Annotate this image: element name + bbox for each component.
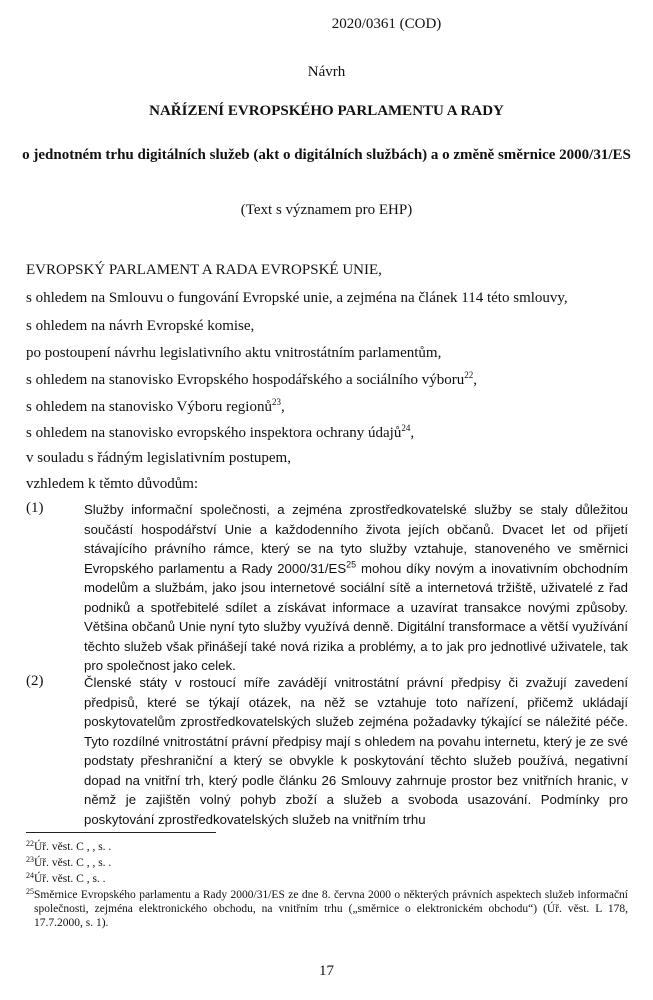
preamble-ecosoc: s ohledem na stanovisko Evropského hospodářského a sociálního výboru$^{22}$, [26,370,478,388]
document-subtitle: o jednotném trhu digitálních služeb (akt o digitálních službách) a o změně směrnice 2000/31/ES [22,147,631,163]
preamble-commission-proposal: s ohledem na návrh Evropské komise, [26,318,255,334]
document-reference: 2020/0361 (COD) [331,16,442,32]
footnote-ref-25[interactable]: 25 [346,559,357,570]
footnote-separator [26,832,216,833]
preamble-treaty: s ohledem na Smlouvu o fungování Evropské unie, a zejména na článek 114 této smlouvy, [26,290,568,306]
preamble-regions-committee: s ohledem na stanovisko Výboru regionů$^{23}$, [26,397,285,415]
footnote-ref-22[interactable]: 22 [464,370,474,380]
document-title: NAŘÍZENÍ EVROPSKÉHO PARLAMENTU A RADY [149,103,504,119]
recital-text: Služby informační společnosti, a zejména zprostředkovatelské služby se staly důležitou součástí hospodářství Unie a každodenního života jejích občanů. Dvacet let od přijetí stávajícího právního rámce, který se na tyto služby vztahuje, stanoveného ve směrnici Evropského parlamentu a Rady 2000/31/ES$^{25}$ mohou díky novým a inovativním obchodním modelům a službám, jako jsou internetové sociální sítě a internetová tržiště, uživatelé z řad podniků a spotřebitelé sdílet a získávat informace a uzavírat transakce novými způsoby. Většina občanů Unie nyní tyto služby využívá denně. Digitální transformace a větší využívání těchto služeb však přinášejí také nová rizika a problémy, a to jak pro jednotlivé uživatele, tak pro společnost jako celek. [84,502,628,673]
recital-number: (1) [26,500,44,516]
recital-text: Členské státy v rostoucí míře zavádějí vnitrostátní právní předpisy či zvažují zavedení předpisů, které se týkají otázek, na něž se vztahuje toto nařízení, přičemž ukládají poskytovatelům zprostředkovatelských služeb zejména požadavky týkající se náležité péče. Tyto rozdílné vnitrostátní právní předpisy mají s ohledem na povahu internetu, který je ze své podstaty přeshraniční a který se obvykle k poskytování těchto služeb používá, negativní dopad na vnitřní trh, který podle článku 26 Smlouvy zahrnuje prostor bez vnitřních hranic, v němž je zajištěn volný pohyb zboží a služeb a svoboda usazování. Podmínky pro poskytování zprostředkovatelských služeb na vnitřním trhu [84,675,628,827]
footnote-25: 25 Směrnice Evropského parlamentu a Rady 2000/31/ES ze dne 8. června 2000 o některých právních aspektech služeb informační společnosti, zejména elektronického obchodu, na vnitřním trhu („směrnice o elektronickém obchodu“) (Úř. věst. L 178, 17.7.2000, s. 1). [26,887,628,929]
preamble-legislative-procedure: v souladu s řádným legislativním postupem, [26,450,291,466]
page-number: 17 [319,963,334,979]
preamble-whereas: vzhledem k těmto důvodům: [26,476,199,492]
preamble-data-protection: s ohledem na stanovisko evropského inspektora ochrany údajů$^{24}$, [26,423,415,441]
footnote-24: 24 Úř. věst. C , s. . [26,871,106,885]
eea-relevance-note: (Text s významem pro EHP) [240,202,413,218]
footnote-23: 23 Úř. věst. C , , s. . [26,855,112,869]
preamble-institutions: EVROPSKÝ PARLAMENT A RADA EVROPSKÉ UNIE, [26,262,382,278]
footnote-ref-23[interactable]: 23 [271,397,281,407]
preamble-national-parliaments: po postoupení návrhu legislativního aktu vnitrostátním parlamentům, [26,345,442,361]
proposal-label: Návrh [307,64,346,80]
footnote-ref-24[interactable]: 24 [401,423,411,433]
recital-number: (2) [26,673,44,689]
footnote-22: 22 Úř. věst. C , , s. . [26,839,112,853]
